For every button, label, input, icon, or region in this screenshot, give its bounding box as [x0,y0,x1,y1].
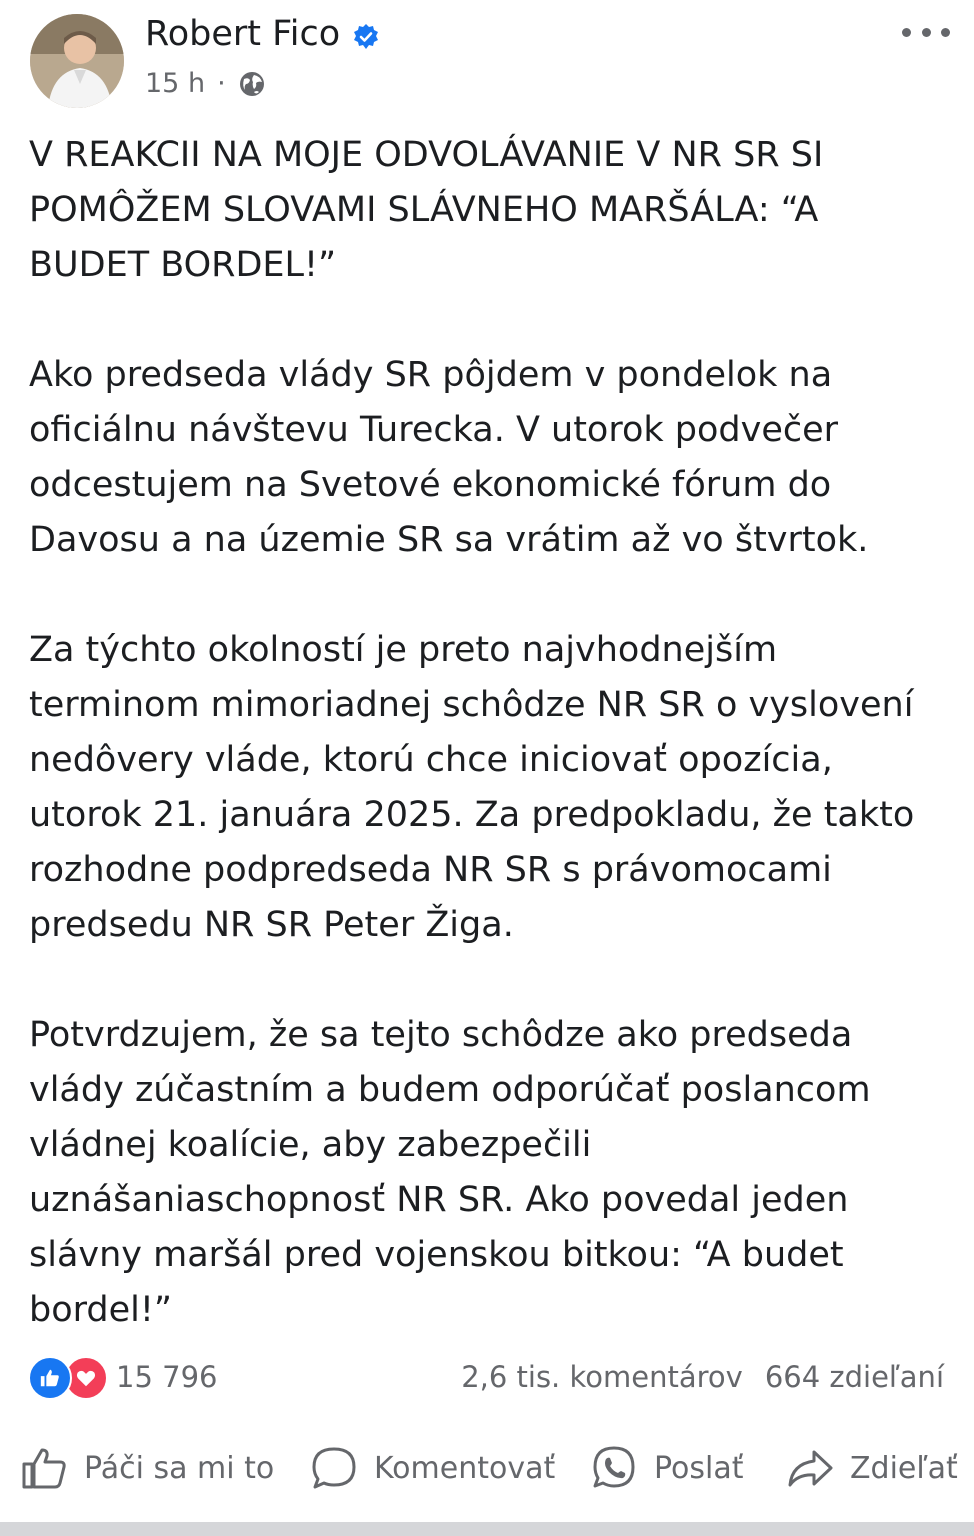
send-button[interactable] [590,1444,744,1492]
send-label: Poslať [654,1450,744,1486]
thumbs-up-icon [20,1444,68,1492]
like-label: Páči sa mi to [84,1450,275,1486]
whatsapp-icon [590,1444,638,1492]
post-paragraph: Potvrdzujem, že sa tejto schôdze ako predseda vlády zúčastním a budem odporúčať poslancom vládnej koalície, aby zabezpečili uznášaniaschopnosť NR SR. Ako povedal jeden slávny maršál pred vojenskou bitkou: “A budet bordel!” [29,1015,871,1330]
more-dot [902,28,911,37]
post-text [29,128,949,1338]
comment-label: Komentovať [374,1450,556,1486]
like-button[interactable] [20,1444,274,1492]
share-label: Zdieľať [850,1450,958,1486]
reactions-summary[interactable] [28,1356,217,1398]
share-button[interactable] [786,1444,958,1492]
meta-separator: · [217,68,226,99]
post-actions [0,1430,974,1506]
comment-bubble-icon [310,1444,358,1492]
author-name[interactable]: Robert Fico [145,14,341,54]
feed-divider [0,1522,974,1536]
comment-button[interactable] [310,1444,555,1492]
post-header [0,0,974,120]
stats-right [461,1360,944,1394]
globe-icon [238,70,266,98]
reaction-icons [28,1356,108,1398]
shares-count[interactable]: 664 zdieľaní [764,1360,944,1394]
more-dot [941,28,950,37]
verified-badge-icon [352,20,380,48]
post-time[interactable]: 15 h [145,68,206,99]
post-meta [145,68,266,99]
post-paragraph: Ako predseda vlády SR pôjdem v pondelok na oficiálnu návštevu Turecka. V utorok podvečer odcestujem na Svetové ekonomické fórum do Davosu a na územie SR sa vrátim až vo štvrtok. [29,355,869,560]
author-name-row [145,14,380,54]
more-dot [922,28,931,37]
comments-count[interactable]: 2,6 tis. komentárov [461,1360,743,1394]
post-paragraph: V REAKCII NA MOJE ODVOLÁVANIE V NR SR SI POMÔŽEM SLOVAMI SLÁVNEHO MARŠÁLA: “A BUDET BORDEL!” [29,135,824,285]
reactions-count: 15 796 [116,1360,218,1394]
like-reaction-icon [28,1356,72,1400]
author-avatar[interactable] [30,14,124,108]
post-paragraph: Za týchto okolností je preto najvhodnejším terminom mimoriadnej schôdze NR SR o vyslovení nedôvery vláde, ktorú chce iniciovať opozícia, utorok 21. januára 2025. Za predpokladu, že takto rozhodne podpredseda NR SR s právomocami predsedu NR SR Peter Žiga. [29,630,915,945]
share-arrow-icon [786,1444,834,1492]
more-options-icon[interactable] [902,18,950,46]
engagement-stats [0,1350,974,1404]
